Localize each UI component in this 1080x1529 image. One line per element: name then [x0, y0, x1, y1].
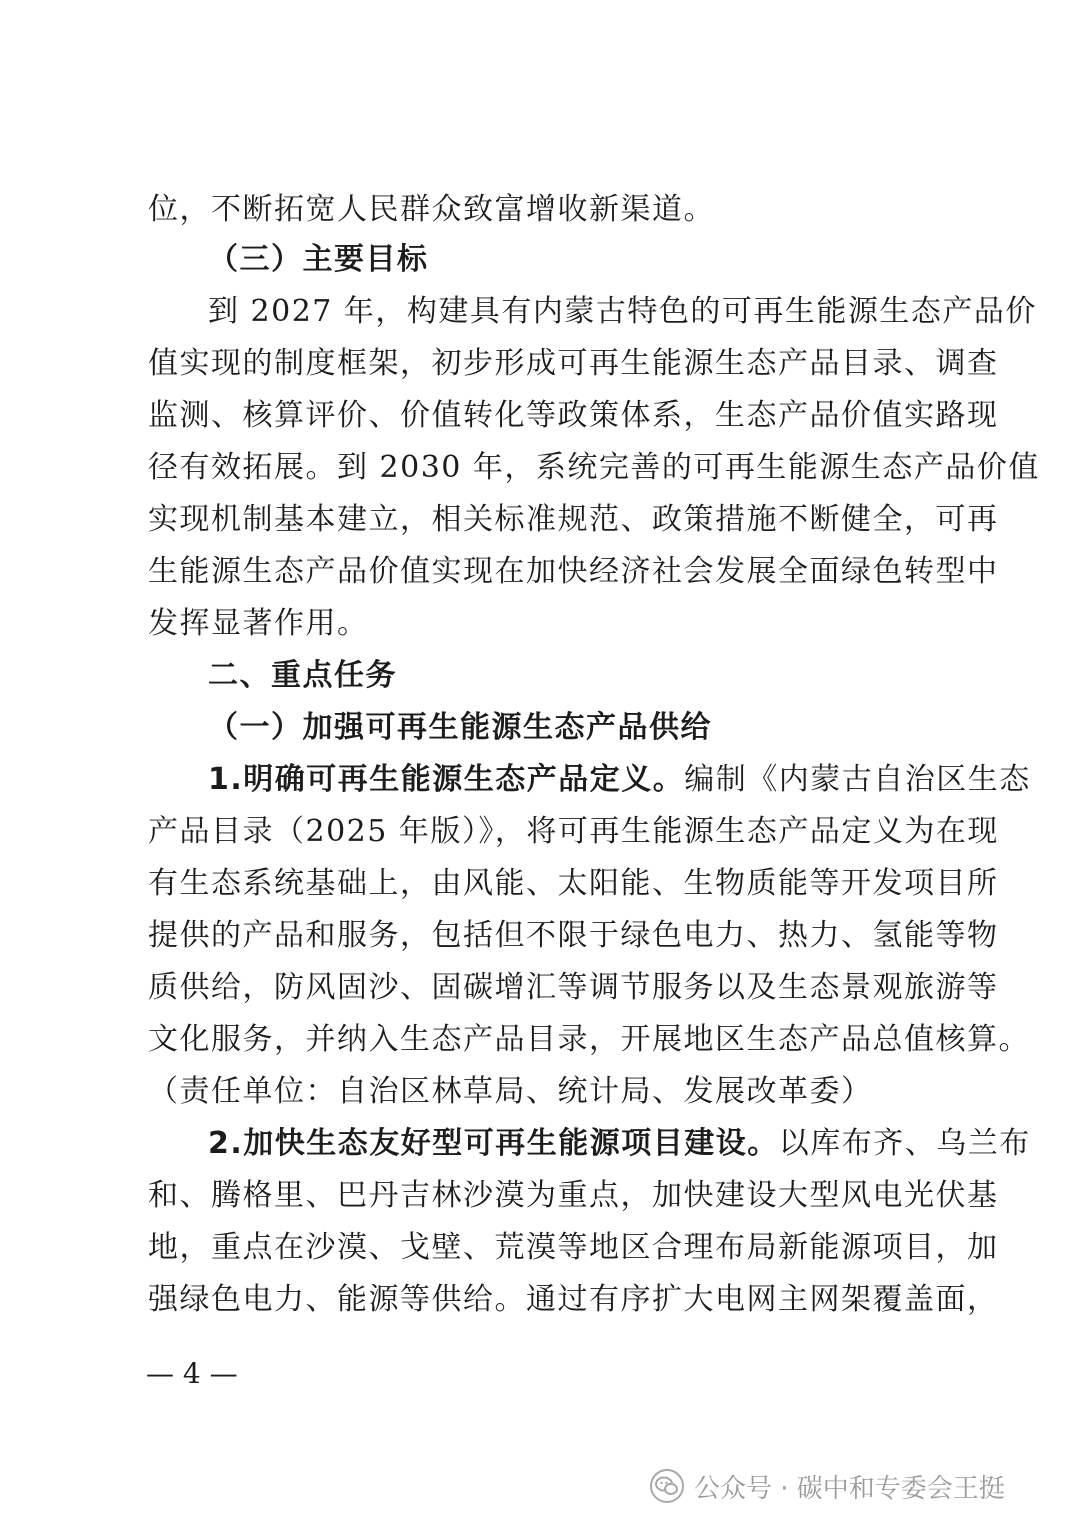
wechat-icon: [650, 1469, 684, 1503]
paragraph-line: 文化服务，并纳入生态产品目录，开展地区生态产品总值核算。: [148, 1022, 1030, 1057]
paragraph-line: 有生态系统基础上，由风能、太阳能、生物质能等开发项目所: [148, 866, 999, 901]
paragraph-line: 和、腾格里、巴丹吉林沙漠为重点，加快建设大型风电光伏基: [148, 1178, 999, 1213]
paragraph-text: 编制《内蒙古自治区生态: [684, 762, 1031, 797]
paragraph-line: 产品目录（2025 年版）》，将可再生能源生态产品定义为在现: [148, 814, 999, 849]
paragraph-line: 提供的产品和服务，包括但不限于绿色电力、热力、氢能等物: [148, 918, 999, 953]
paragraph-line: [208, 760, 1031, 800]
paragraph-line: 强绿色电力、能源等供给。通过有序扩大电网主网架覆盖面，: [148, 1282, 999, 1317]
watermark-text: 公众号 · 碳中和专委会王挺: [694, 1473, 1005, 1504]
paragraph-line: 发挥显著作用。: [148, 606, 369, 641]
paragraph-line: 地，重点在沙漠、戈壁、荒漠等地区合理布局新能源项目，加: [148, 1230, 999, 1265]
responsibility-note: （责任单位：自治区林草局、统计局、发展改革委）: [148, 1074, 873, 1109]
wechat-watermark: [650, 1466, 1005, 1506]
item-lead-build-projects: 2.加快生态友好型可再生能源项目建设。: [208, 1126, 779, 1161]
paragraph-line: 实现机制基本建立，相关标准规范、政策措施不断健全，可再: [148, 502, 999, 537]
section-heading-key-tasks: 二、重点任务: [208, 658, 397, 693]
subsection-heading-supply: （一）加强可再生能源生态产品供给: [208, 710, 712, 745]
section-heading-main-goals: （三）主要目标: [208, 242, 429, 277]
paragraph-line: 值实现的制度框架，初步形成可再生能源生态产品目录、调查: [148, 346, 999, 381]
paragraph-line: 径有效拓展。到 2030 年，系统完善的可再生能源生态产品价值: [148, 450, 1040, 485]
paragraph-line: 监测、核算评价、价值转化等政策体系，生态产品价值实路现: [148, 398, 999, 433]
paragraph-line: 到 2027 年，构建具有内蒙古特色的可再生能源生态产品价: [208, 294, 1037, 329]
page-number: — 4 —: [146, 1357, 238, 1390]
paragraph-text: 以库布齐、乌兰布: [778, 1126, 1031, 1161]
paragraph-line: 质供给，防风固沙、固碳增汇等调节服务以及生态景观旅游等: [148, 970, 999, 1005]
paragraph-line: [208, 1124, 1031, 1164]
paragraph-line: 生能源生态产品价值实现在加快经济社会发展全面绿色转型中: [148, 554, 999, 589]
paragraph-line: 位，不断拓宽人民群众致富增收新渠道。: [148, 192, 715, 227]
item-lead-define-products: 1.明确可再生能源生态产品定义。: [208, 762, 685, 797]
